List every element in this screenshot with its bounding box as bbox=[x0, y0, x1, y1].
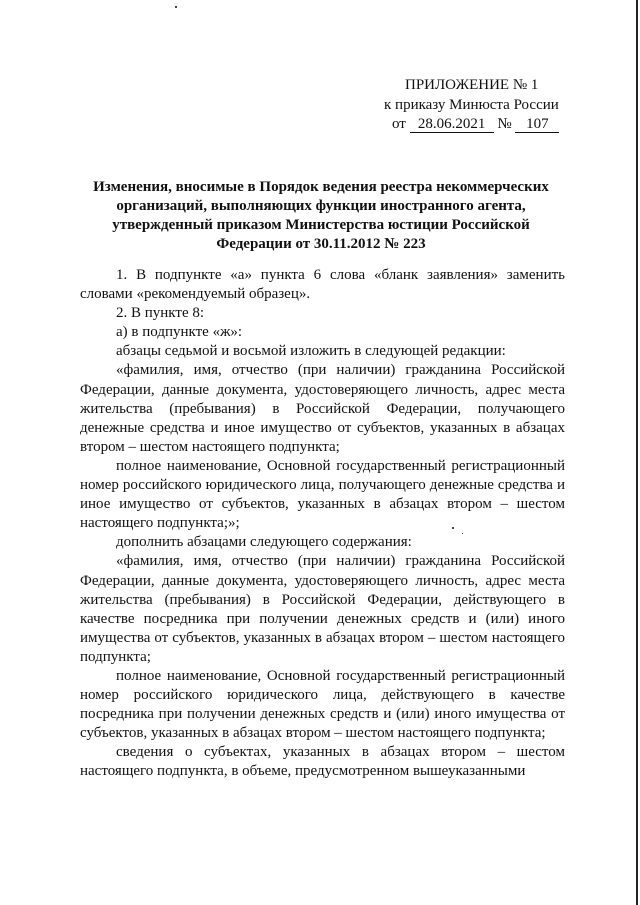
paragraph: полное наименование, Основной государственный регистрационный номер российского юридического лица, получающего денежные средства и иное имущество от субъектов, указанных в абзацах втором – шестом настоящего подпункта;»; bbox=[80, 457, 565, 532]
paragraph: «фамилия, имя, отчество (при наличии) гражданина Российской Федерации, данные документа, удостоверяющего личность, адрес места жительства (пребывания) в Российской Федерации, получающего денежные средства и иное имущество от субъектов, указанных в абзацах втором – шестом настоящего подпункта; bbox=[80, 362, 565, 455]
paragraph: 1. В подпункте «а» пункта 6 слова «бланк заявления» заменить словами «рекомендуемый образец». bbox=[80, 267, 565, 303]
annex-number-label: № bbox=[497, 116, 512, 132]
paragraph: 2. В пункте 8: bbox=[116, 305, 205, 322]
document-body bbox=[80, 266, 565, 782]
scan-speck bbox=[452, 527, 454, 529]
annex-order-date: 28.06.2021 bbox=[410, 117, 494, 133]
annex-title: ПРИЛОЖЕНИЕ № 1 bbox=[405, 77, 539, 93]
annex-order-details bbox=[380, 115, 590, 135]
scan-speck bbox=[175, 6, 177, 8]
annex-order-reference: к приказу Минюста России bbox=[384, 96, 559, 113]
annex-order-number: 107 bbox=[515, 117, 559, 133]
scan-edge-shadow bbox=[636, 0, 638, 905]
document-title: Изменения, вносимые в Порядок ведения реестра некоммерческих организаций, выполняющих функции иностранного агента, утвержденный приказом Министерства юстиции Российской Федерации от 30.11.2012 № 223 bbox=[93, 179, 549, 252]
paragraph: «фамилия, имя, отчество (при наличии) гражданина Российской Федерации, данные документа, удостоверяющего личность, адрес места жительства (пребывания) в Российской Федерации, действующего в качестве посредника при получении денежных средств и (или) иного имущества от субъектов, указанных в абзацах втором – шестом настоящего подпункта; bbox=[80, 553, 565, 665]
paragraph: полное наименование, Основной государственный регистрационный номер российского юридического лица, действующего в качестве посредника при получении денежных средств и (или) иного имущества от субъектов, указанных в абзацах втором – шестом настоящего подпункта; bbox=[80, 667, 565, 742]
scan-speck bbox=[462, 533, 463, 534]
paragraph: а) в подпункте «ж»: bbox=[116, 324, 243, 341]
annex-header bbox=[380, 76, 590, 135]
paragraph: сведения о субъектах, указанных в абзацах втором – шестом настоящего подпункта, в объеме, предусмотренном вышеуказанными bbox=[80, 744, 565, 780]
paragraph: абзацы седьмой и восьмой изложить в следующей редакции: bbox=[116, 343, 506, 360]
paragraph: дополнить абзацами следующего содержания: bbox=[116, 534, 412, 551]
annex-from-label: от bbox=[392, 116, 406, 132]
